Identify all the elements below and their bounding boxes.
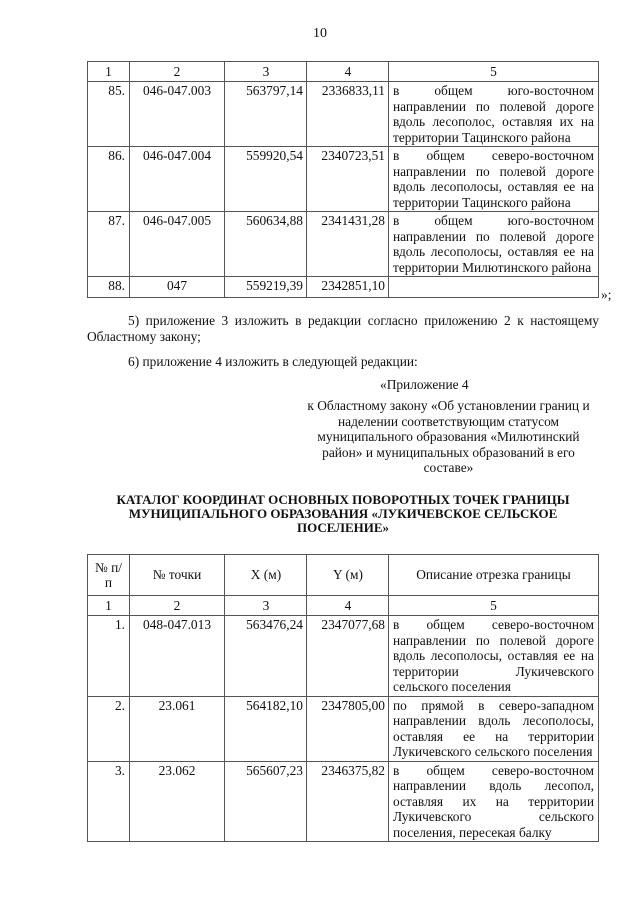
row-number: 3. <box>88 761 130 842</box>
row-number: 1. <box>88 616 130 697</box>
x-coordinate: 563476,24 <box>225 616 307 697</box>
table-row <box>88 761 599 842</box>
col-number: 3 <box>225 62 307 82</box>
annex-heading: к Областному закону «Об установлении границ и наделении соответствующим статусом муниципального образования «Милютинский район» и муниципальных образований в его составе» <box>307 398 590 475</box>
table-row <box>88 147 599 212</box>
table-row <box>88 82 599 147</box>
table-row <box>88 212 599 277</box>
segment-description: в общем юго-восточном направлении по полевой дороге вдоль лесополос, оставляя их на территории Тацинского района <box>389 82 599 147</box>
table-row <box>88 616 599 697</box>
y-coordinate: 2336833,11 <box>307 82 389 147</box>
row-number: 86. <box>88 147 130 212</box>
table-row <box>88 277 599 298</box>
column-number-row <box>88 62 599 82</box>
col-number: 2 <box>130 596 225 616</box>
segment-description: по прямой в северо-западном направлении вдоль лесополосы, оставляя ее на территории Лукичевского сельского поселения <box>389 696 599 761</box>
x-coordinate: 560634,88 <box>225 212 307 277</box>
y-coordinate: 2340723,51 <box>307 147 389 212</box>
point-id: 048-047.013 <box>130 616 225 697</box>
paragraph-5: 5) приложение 3 изложить в редакции согласно приложению 2 к настоящему Областному закону; <box>87 313 599 344</box>
col-number: 1 <box>88 62 130 82</box>
segment-description: в общем северо-восточном направлении по полевой дороге вдоль лесополосы, оставляя ее на территории Лукичевского сельского поселения <box>389 616 599 697</box>
header-cell: X (м) <box>225 555 307 596</box>
point-id: 046-047.004 <box>130 147 225 212</box>
closing-quote: »; <box>601 287 612 302</box>
col-number: 5 <box>389 62 599 82</box>
y-coordinate: 2347077,68 <box>307 616 389 697</box>
x-coordinate: 559219,39 <box>225 277 307 298</box>
header-cell: № точки <box>130 555 225 596</box>
col-number: 1 <box>88 596 130 616</box>
segment-description: в общем северо-восточном направлении по полевой дороге вдоль лесополосы, оставляя ее на территории Тацинского района <box>389 147 599 212</box>
paragraph-6: 6) приложение 4 изложить в следующей редакции: <box>128 354 418 369</box>
segment-description: в общем юго-восточном направлении по полевой дороге вдоль лесополосы, оставляя ее на территории Милютинского района <box>389 212 599 277</box>
row-number: 87. <box>88 212 130 277</box>
x-coordinate: 559920,54 <box>225 147 307 212</box>
row-number: 2. <box>88 696 130 761</box>
col-number: 2 <box>130 62 225 82</box>
row-number: 88. <box>88 277 130 298</box>
header-cell: Описание отрезка границы <box>389 555 599 596</box>
y-coordinate: 2346375,82 <box>307 761 389 842</box>
point-id: 046-047.003 <box>130 82 225 147</box>
boundary-table-continued <box>87 61 599 298</box>
header-cell: № п/п <box>88 555 130 596</box>
y-coordinate: 2342851,10 <box>307 277 389 298</box>
header-row <box>88 555 599 596</box>
catalog-title: КАТАЛОГ КООРДИНАТ ОСНОВНЫХ ПОВОРОТНЫХ ТОЧЕК ГРАНИЦЫ МУНИЦИПАЛЬНОГО ОБРАЗОВАНИЯ «ЛУКИЧЕВСКОЕ СЕЛЬСКОЕ ПОСЕЛЕНИЕ» <box>116 492 570 535</box>
y-coordinate: 2341431,28 <box>307 212 389 277</box>
segment-description: в общем северо-восточном направлении вдоль лесопол, оставляя их на территории Лукичевского сельского поселения, пересекая балку <box>389 761 599 842</box>
page-number: 10 <box>313 26 327 41</box>
column-number-row <box>88 596 599 616</box>
annex-title: «Приложение 4 <box>380 377 469 392</box>
coordinates-table <box>87 554 599 842</box>
header-cell: Y (м) <box>307 555 389 596</box>
row-number: 85. <box>88 82 130 147</box>
col-number: 4 <box>307 596 389 616</box>
y-coordinate: 2347805,00 <box>307 696 389 761</box>
point-id: 047 <box>130 277 225 298</box>
col-number: 4 <box>307 62 389 82</box>
table-row <box>88 696 599 761</box>
col-number: 3 <box>225 596 307 616</box>
col-number: 5 <box>389 596 599 616</box>
point-id: 23.062 <box>130 761 225 842</box>
x-coordinate: 565607,23 <box>225 761 307 842</box>
point-id: 046-047.005 <box>130 212 225 277</box>
x-coordinate: 564182,10 <box>225 696 307 761</box>
x-coordinate: 563797,14 <box>225 82 307 147</box>
point-id: 23.061 <box>130 696 225 761</box>
segment-description <box>389 277 599 298</box>
